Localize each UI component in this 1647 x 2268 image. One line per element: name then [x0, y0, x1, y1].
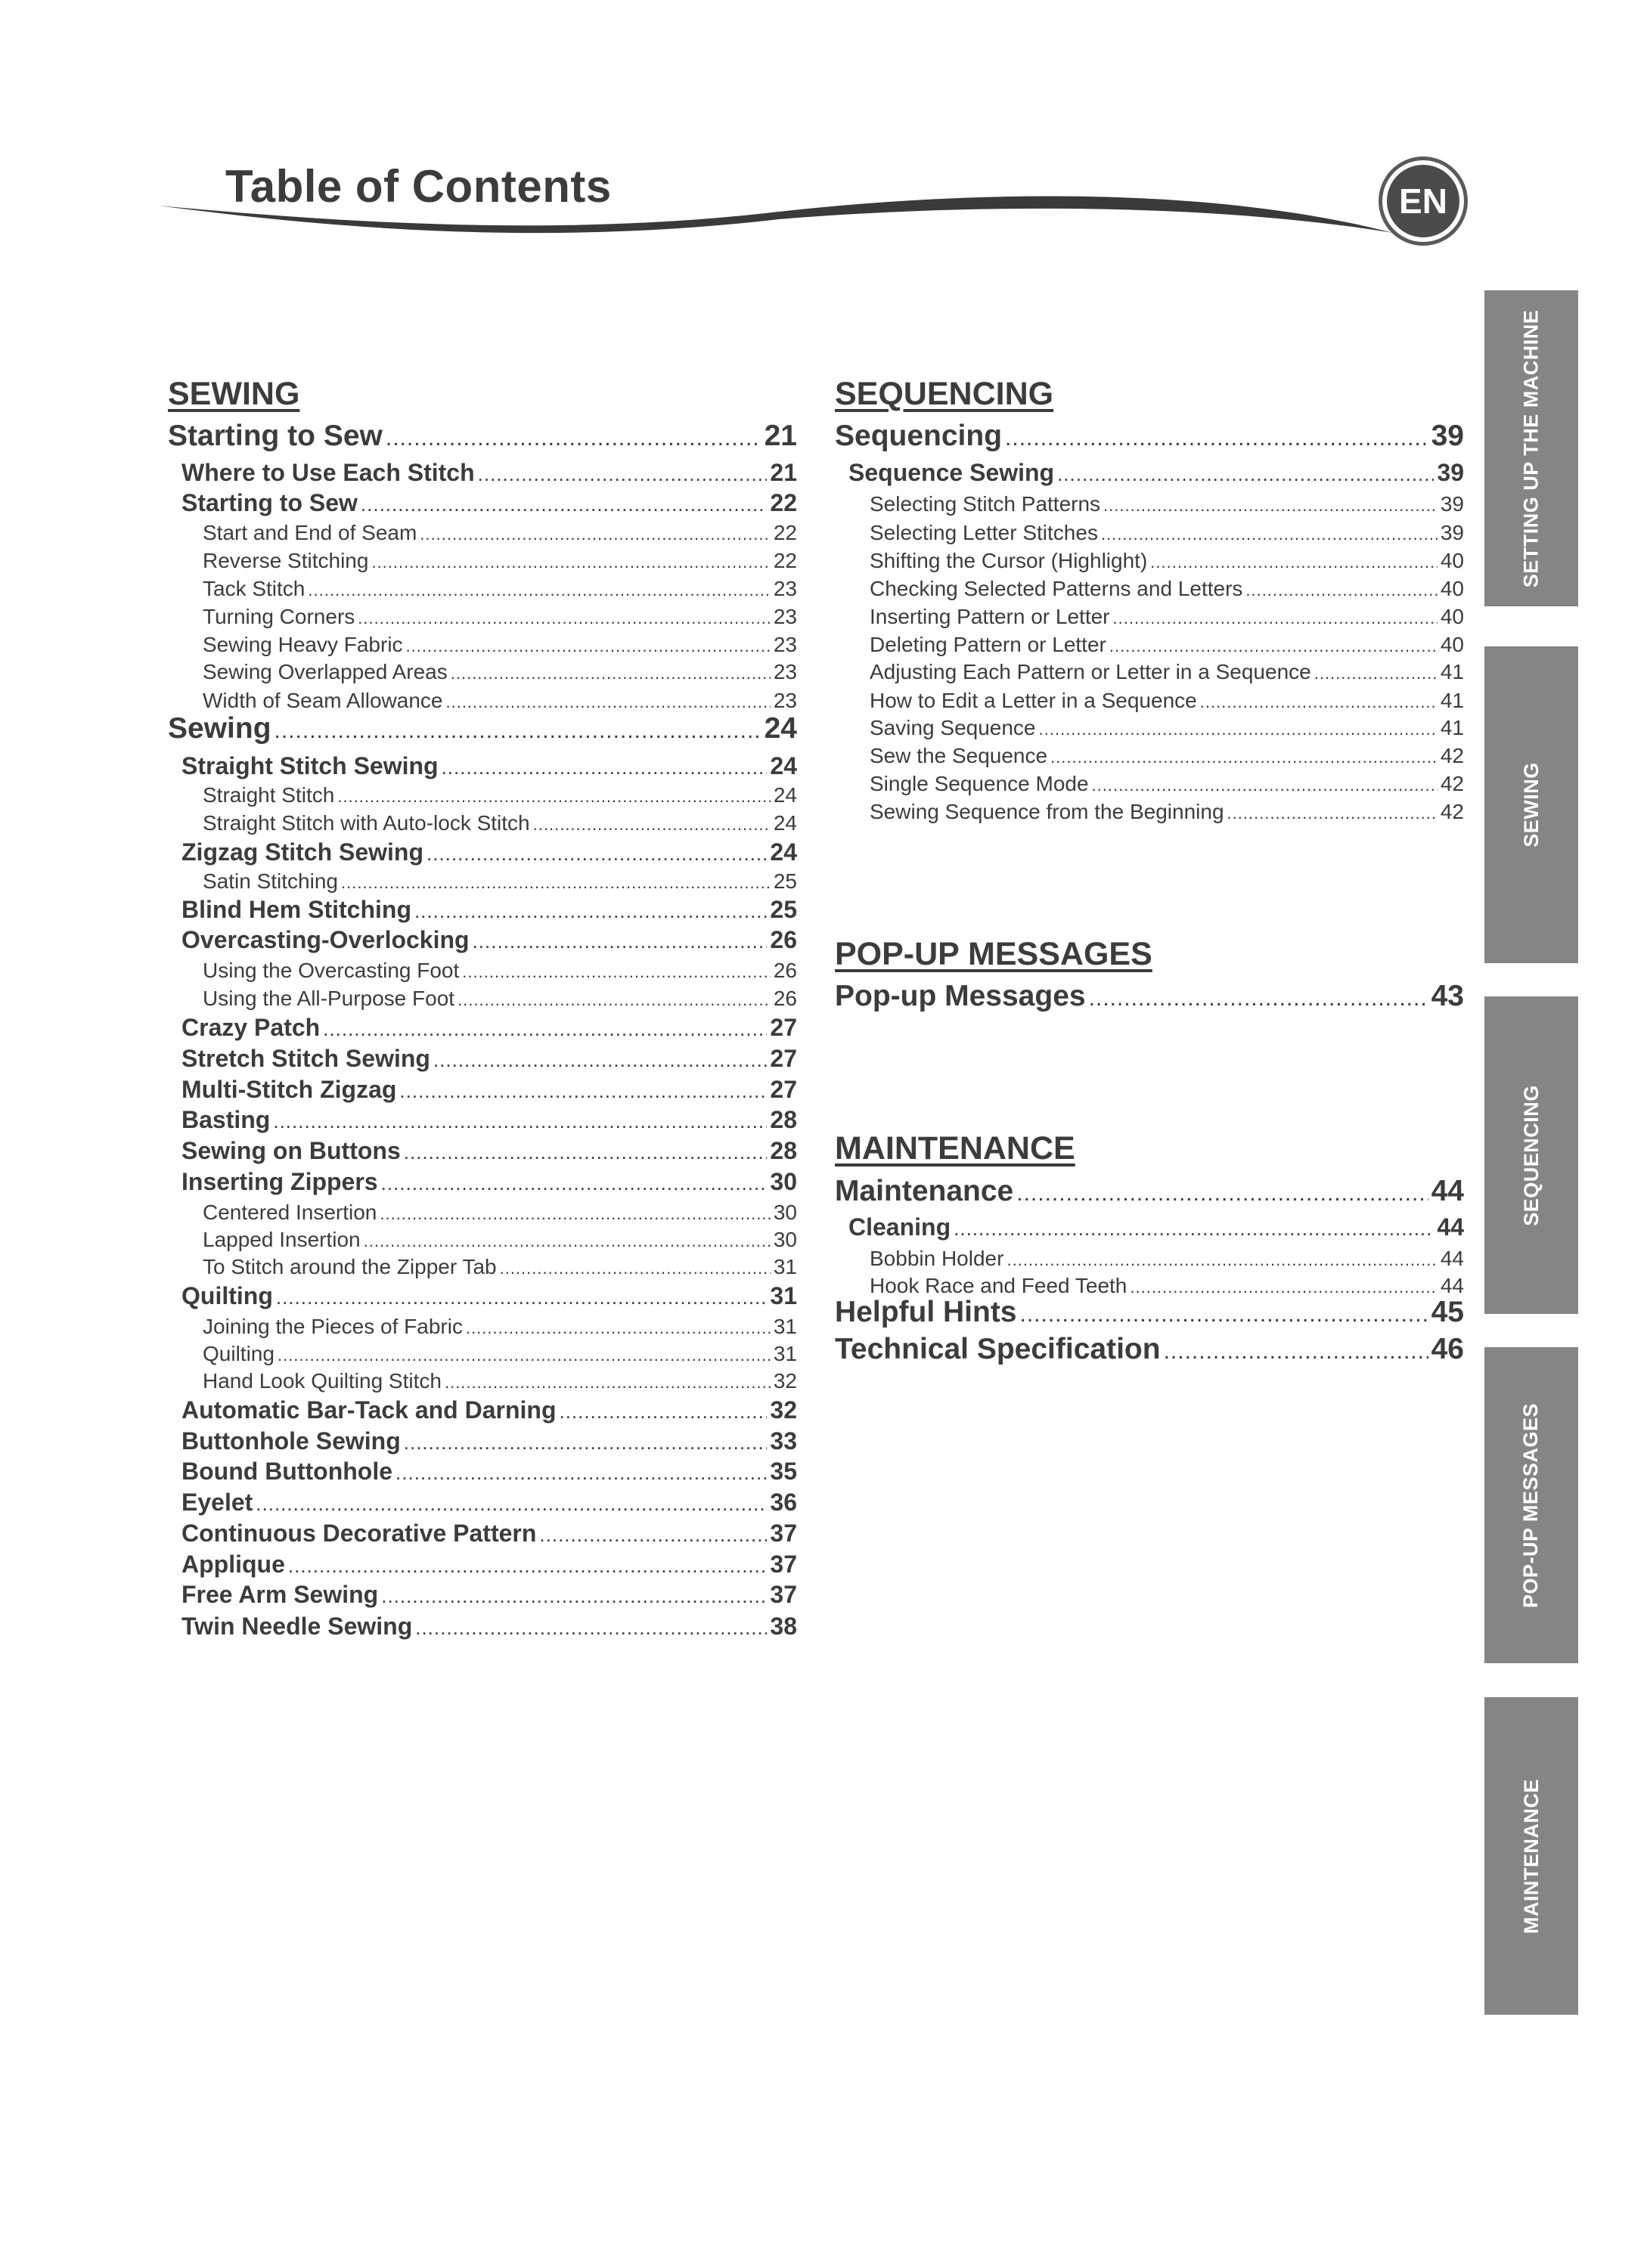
- toc-entry-title: Cleaning: [848, 1213, 951, 1241]
- toc-entry-title: Quilting: [203, 1342, 274, 1365]
- toc-entry-automatic-bar-tack-and-darning[interactable]: [181, 1396, 797, 1424]
- toc-entry-quilting[interactable]: [203, 1342, 797, 1366]
- toc-entry-title: Selecting Stitch Patterns: [870, 492, 1101, 516]
- dot-leader: [404, 1431, 768, 1455]
- side-tab-sequencing[interactable]: [1484, 996, 1578, 1314]
- toc-entry-page: 30: [773, 1228, 797, 1251]
- toc-entry-title: Shifting the Cursor (Highlight): [870, 549, 1148, 572]
- toc-entry-title: Where to Use Each Stitch: [181, 459, 475, 486]
- toc-entry-hand-look-quilting-stitch[interactable]: [203, 1369, 797, 1393]
- toc-entry-title: Using the Overcasting Foot: [203, 959, 460, 982]
- toc-entry-checking-selected-patterns-and-letters[interactable]: [870, 577, 1464, 601]
- toc-entry-sewing-overlapped-areas[interactable]: [203, 660, 797, 684]
- toc-entry-cleaning[interactable]: [848, 1213, 1464, 1241]
- toc-entry-title: Inserting Zippers: [181, 1168, 378, 1195]
- toc-entry-page: 41: [1440, 689, 1464, 712]
- toc-entry-single-sequence-mode[interactable]: [870, 772, 1464, 796]
- toc-entry-title: Overcasting-Overlocking: [181, 926, 470, 953]
- toc-entry-title: Helpful Hints: [835, 1296, 1017, 1328]
- toc-entry-title: Single Sequence Mode: [870, 772, 1089, 795]
- dot-leader: [337, 787, 771, 807]
- toc-entry-title: Sequence Sewing: [848, 459, 1055, 486]
- toc-entry-page: 45: [1431, 1296, 1464, 1328]
- dot-leader: [256, 1492, 767, 1516]
- toc-entry-title: Eyelet: [181, 1489, 253, 1516]
- toc-entry-straight-stitch-with-auto-lock-stitch[interactable]: [203, 811, 797, 835]
- toc-entry-title: Reverse Stitching: [203, 549, 369, 572]
- dot-leader: [404, 1141, 768, 1164]
- section-heading-sewing[interactable]: SEWING: [168, 376, 300, 412]
- dot-leader: [1164, 1339, 1428, 1365]
- toc-entry-reverse-stitching[interactable]: [203, 549, 797, 573]
- toc-entry-page: 46: [1431, 1333, 1464, 1365]
- toc-entry-page: 22: [773, 521, 797, 544]
- toc-entry-sewing-sequence-from-the-beginning[interactable]: [870, 800, 1464, 824]
- dot-leader: [361, 493, 768, 516]
- toc-entry-page: 24: [764, 712, 797, 745]
- toc-entry-page: 36: [770, 1489, 797, 1516]
- toc-entry-page: 44: [1431, 1175, 1464, 1207]
- dot-leader: [462, 962, 771, 982]
- dot-leader: [1089, 986, 1428, 1012]
- toc-entry-basting[interactable]: [181, 1106, 797, 1134]
- toc-entry-title: Pop-up Messages: [835, 980, 1086, 1012]
- dot-leader: [308, 581, 770, 600]
- dot-leader: [274, 718, 761, 744]
- toc-entry-page: 21: [764, 420, 797, 452]
- dot-leader: [1130, 1278, 1437, 1297]
- toc-entry-title: Multi-Stitch Zigzag: [181, 1076, 397, 1103]
- toc-entry-page: 31: [773, 1315, 797, 1338]
- toc-entry-title: Inserting Pattern or Letter: [870, 605, 1110, 628]
- toc-entry-starting-to-sew[interactable]: [181, 489, 797, 517]
- toc-entry-title: Free Arm Sewing: [181, 1581, 379, 1608]
- toc-entry-using-the-overcasting-foot[interactable]: [203, 959, 797, 983]
- toc-entry-where-to-use-each-stitch[interactable]: [181, 459, 797, 487]
- toc-entry-page: 39: [1431, 420, 1464, 452]
- toc-entry-title: Sequencing: [835, 420, 1003, 452]
- dot-leader: [500, 1259, 771, 1278]
- toc-entry-page: 32: [770, 1396, 797, 1424]
- side-tab-sewing[interactable]: [1484, 646, 1578, 963]
- page-title: Table of Contents: [225, 161, 612, 212]
- toc-entry-inserting-pattern-or-letter[interactable]: [870, 605, 1464, 629]
- toc-entry-zigzag-stitch-sewing[interactable]: [181, 838, 797, 866]
- side-tab-label: POP-UP MESSAGES: [1519, 1402, 1543, 1608]
- toc-entry-continuous-decorative-pattern[interactable]: [181, 1520, 797, 1548]
- side-tab-label: SEWING: [1519, 762, 1543, 847]
- toc-entry-crazy-patch[interactable]: [181, 1014, 797, 1042]
- toc-entry-bound-buttonhole[interactable]: [181, 1458, 797, 1486]
- dot-leader: [1016, 1181, 1428, 1207]
- toc-entry-page: 31: [773, 1342, 797, 1365]
- toc-entry-title: Starting to Sew: [168, 420, 383, 452]
- dot-leader: [1092, 776, 1438, 795]
- toc-entry-page: 30: [773, 1201, 797, 1224]
- toc-entry-page: 25: [773, 869, 797, 893]
- dot-leader: [381, 1172, 768, 1195]
- dot-leader: [1109, 637, 1438, 656]
- side-tab-pop-up-messages[interactable]: [1484, 1347, 1578, 1663]
- toc-entry-title: Deleting Pattern or Letter: [870, 633, 1106, 656]
- toc-entry-applique[interactable]: [181, 1551, 797, 1579]
- toc-entry-title: Straight Stitch Sewing: [181, 752, 439, 779]
- dot-leader: [426, 842, 767, 866]
- toc-entry-page: 42: [1440, 800, 1464, 823]
- section-heading-sequencing[interactable]: SEQUENCING: [835, 376, 1054, 412]
- dot-leader: [288, 1554, 768, 1578]
- toc-entry-page: 23: [773, 689, 797, 712]
- toc-entry-buttonhole-sewing[interactable]: [181, 1427, 797, 1455]
- toc-entry-page: 22: [773, 549, 797, 572]
- dot-leader: [386, 426, 761, 451]
- dot-leader: [1245, 581, 1437, 600]
- side-tab-label: MAINTENANCE: [1519, 1778, 1543, 1934]
- toc-entry-page: 26: [773, 987, 797, 1010]
- dot-leader: [478, 463, 768, 486]
- dot-leader: [364, 1232, 771, 1251]
- toc-entry-straight-stitch-sewing[interactable]: [181, 752, 797, 780]
- dot-leader: [381, 1585, 767, 1608]
- toc-entry-width-of-seam-allowance[interactable]: [203, 689, 797, 713]
- side-tab-setting-up-the-machine[interactable]: [1484, 290, 1578, 606]
- toc-entry-sequence-sewing[interactable]: [848, 459, 1464, 487]
- dot-leader: [954, 1217, 1434, 1241]
- dot-leader: [446, 692, 771, 712]
- toc-entry-lapped-insertion[interactable]: [203, 1228, 797, 1252]
- toc-entry-page: 38: [770, 1613, 797, 1640]
- language-badge: EN: [1382, 160, 1464, 242]
- toc-entry-page: 44: [1437, 1213, 1464, 1241]
- side-tab-label: SEQUENCING: [1519, 1084, 1543, 1226]
- toc-entry-page: 26: [770, 926, 797, 953]
- dot-leader: [395, 1461, 767, 1485]
- toc-entry-page: 37: [770, 1581, 797, 1608]
- toc-entry-selecting-stitch-patterns[interactable]: [870, 492, 1464, 516]
- toc-entry-title: To Stitch around the Zipper Tab: [203, 1255, 497, 1278]
- toc-entry-page: 33: [770, 1427, 797, 1455]
- dot-leader: [1006, 1250, 1437, 1270]
- dot-leader: [445, 1373, 771, 1393]
- toc-entry-title: Sewing on Buttons: [181, 1137, 401, 1164]
- toc-entry-page: 31: [770, 1282, 797, 1309]
- toc-entry-page: 23: [773, 605, 797, 628]
- page-header: [0, 0, 1647, 272]
- section-heading-pop-up-messages[interactable]: POP-UP MESSAGES: [835, 936, 1152, 972]
- toc-entry-title: Width of Seam Allowance: [203, 689, 443, 712]
- toc-entry-page: 41: [1440, 716, 1464, 739]
- toc-entry-overcasting-overlocking[interactable]: [181, 926, 797, 954]
- dot-leader: [539, 1523, 767, 1547]
- toc-entry-title: Straight Stitch with Auto-lock Stitch: [203, 811, 530, 835]
- toc-entry-title: Hook Race and Feed Teeth: [870, 1274, 1127, 1297]
- toc-entry-title: Straight Stitch: [203, 783, 335, 807]
- toc-entry-page: 32: [773, 1369, 797, 1393]
- toc-entry-page: 22: [770, 489, 797, 516]
- dot-leader: [1020, 1302, 1428, 1328]
- toc-entry-page: 39: [1440, 492, 1464, 516]
- dot-leader: [414, 900, 767, 923]
- toc-entry-page: 42: [1440, 772, 1464, 795]
- toc-entry-title: Saving Sequence: [870, 716, 1036, 739]
- toc-entry-saving-sequence[interactable]: [870, 716, 1464, 740]
- toc-entry-title: Basting: [181, 1106, 271, 1133]
- dot-leader: [358, 609, 771, 628]
- toc-entry-title: Stretch Stitch Sewing: [181, 1045, 430, 1072]
- toc-entry-title: Tack Stitch: [203, 577, 306, 600]
- toc-entry-title: Checking Selected Patterns and Letters: [870, 577, 1243, 600]
- toc-entry-page: 37: [770, 1551, 797, 1578]
- toc-entry-title: Twin Needle Sewing: [181, 1613, 413, 1640]
- dot-leader: [1050, 748, 1438, 767]
- toc-entry-title: Sewing Overlapped Areas: [203, 660, 448, 683]
- toc-entry-straight-stitch[interactable]: [203, 783, 797, 807]
- toc-entry-page: 30: [770, 1168, 797, 1195]
- dot-leader: [533, 815, 771, 835]
- toc-entry-title: Lapped Insertion: [203, 1228, 361, 1251]
- toc-entry-title: Starting to Sew: [181, 489, 358, 516]
- dot-leader: [1150, 553, 1438, 572]
- toc-entry-title: Sew the Sequence: [870, 744, 1048, 767]
- dot-leader: [1227, 804, 1438, 823]
- toc-entry-multi-stitch-zigzag[interactable]: [181, 1076, 797, 1104]
- toc-entry-page: 21: [770, 459, 797, 486]
- dot-leader: [458, 990, 771, 1010]
- dot-leader: [1101, 525, 1438, 544]
- dot-leader: [451, 664, 771, 683]
- toc-entry-page: 42: [1440, 744, 1464, 767]
- toc-entry-title: Adjusting Each Pattern or Letter in a Sequence: [870, 660, 1311, 683]
- toc-entry-technical-specification[interactable]: [835, 1333, 1464, 1366]
- toc-entry-page: 40: [1440, 577, 1464, 600]
- toc-entry-page: 24: [770, 752, 797, 779]
- toc-entry-how-to-edit-a-letter-in-a-sequence[interactable]: [870, 689, 1464, 713]
- dot-leader: [341, 873, 771, 893]
- toc-entry-title: Bobbin Holder: [870, 1247, 1004, 1270]
- toc-entry-title: Zigzag Stitch Sewing: [181, 838, 424, 866]
- toc-entry-title: Crazy Patch: [181, 1014, 321, 1041]
- side-tab-label: SETTING UP THE MACHINE: [1519, 309, 1543, 587]
- toc-entry-title: Blind Hem Stitching: [181, 896, 411, 923]
- toc-entry-selecting-letter-stitches[interactable]: [870, 521, 1464, 545]
- dot-leader: [1039, 720, 1438, 739]
- toc-entry-blind-hem-stitching[interactable]: [181, 896, 797, 924]
- toc-entry-page: 44: [1440, 1274, 1464, 1297]
- dot-leader: [380, 1204, 770, 1224]
- dot-leader: [371, 553, 770, 572]
- toc-entry-start-and-end-of-seam[interactable]: [203, 521, 797, 545]
- toc-entry-page: 43: [1431, 980, 1464, 1012]
- toc-entry-tack-stitch[interactable]: [203, 577, 797, 601]
- toc-entry-page: 28: [770, 1137, 797, 1164]
- toc-entry-centered-insertion[interactable]: [203, 1201, 797, 1225]
- toc-entry-page: 39: [1437, 459, 1464, 486]
- toc-entry-sequencing[interactable]: [835, 420, 1464, 453]
- toc-entry-title: Turning Corners: [203, 605, 355, 628]
- toc-entry-page: 31: [773, 1255, 797, 1278]
- toc-entry-page: 23: [773, 633, 797, 656]
- header-swoosh: [159, 174, 1399, 249]
- toc-entry-page: 23: [773, 577, 797, 600]
- side-tab-maintenance[interactable]: [1484, 1697, 1578, 2015]
- toc-entry-page: 26: [773, 959, 797, 982]
- toc-entry-pop-up-messages[interactable]: [835, 980, 1464, 1013]
- toc-entry-shifting-the-cursor-highlight[interactable]: [870, 549, 1464, 573]
- toc-entry-title: Sewing Sequence from the Beginning: [870, 800, 1224, 823]
- dot-leader: [420, 525, 771, 544]
- section-heading-maintenance[interactable]: MAINTENANCE: [835, 1130, 1075, 1167]
- toc-entry-sew-the-sequence[interactable]: [870, 744, 1464, 768]
- dot-leader: [473, 930, 768, 953]
- toc-entry-title: Satin Stitching: [203, 869, 338, 893]
- toc-entry-turning-corners[interactable]: [203, 605, 797, 629]
- toc-entry-title: Maintenance: [835, 1175, 1014, 1207]
- toc-entry-title: Bound Buttonhole: [181, 1458, 393, 1485]
- toc-entry-page: 24: [770, 838, 797, 866]
- toc-entry-page: 39: [1440, 521, 1464, 544]
- toc-entry-page: 27: [770, 1076, 797, 1103]
- dot-leader: [1005, 426, 1428, 451]
- dot-leader: [278, 1346, 771, 1365]
- toc-entry-title: Using the All-Purpose Foot: [203, 987, 455, 1010]
- toc-entry-title: Quilting: [181, 1282, 273, 1309]
- dot-leader: [442, 756, 768, 779]
- dot-leader: [276, 1286, 768, 1309]
- toc-entry-free-arm-sewing[interactable]: [181, 1581, 797, 1609]
- toc-entry-title: Sewing: [168, 712, 271, 745]
- dot-leader: [433, 1049, 767, 1072]
- toc-entry-joining-the-pieces-of-fabric[interactable]: [203, 1315, 797, 1339]
- toc-entry-title: Centered Insertion: [203, 1201, 377, 1224]
- dot-leader: [399, 1080, 767, 1103]
- toc-entry-to-stitch-around-the-zipper-tab[interactable]: [203, 1255, 797, 1279]
- toc-entry-title: Sewing Heavy Fabric: [203, 633, 403, 656]
- toc-entry-sewing[interactable]: [168, 712, 797, 745]
- toc-entry-eyelet[interactable]: [181, 1489, 797, 1517]
- toc-entry-page: 24: [773, 783, 797, 807]
- toc-entry-page: 27: [770, 1045, 797, 1072]
- toc-entry-inserting-zippers[interactable]: [181, 1168, 797, 1196]
- toc-entry-sewing-on-buttons[interactable]: [181, 1137, 797, 1165]
- dot-leader: [1057, 463, 1434, 486]
- dot-leader: [1103, 496, 1438, 516]
- toc-entry-page: 35: [770, 1458, 797, 1485]
- toc-entry-adjusting-each-pattern-or-letter-in-a-sequence[interactable]: [870, 660, 1464, 684]
- toc-entry-helpful-hints[interactable]: [835, 1296, 1464, 1329]
- toc-entry-title: Technical Specification: [835, 1333, 1161, 1365]
- toc-entry-deleting-pattern-or-letter[interactable]: [870, 633, 1464, 657]
- toc-entry-using-the-all-purpose-foot[interactable]: [203, 987, 797, 1011]
- toc-entry-page: 44: [1440, 1247, 1464, 1270]
- dot-leader: [466, 1318, 771, 1338]
- toc-entry-page: 23: [773, 660, 797, 683]
- toc-entry-page: 40: [1440, 549, 1464, 572]
- dot-leader: [1314, 664, 1438, 683]
- toc-entry-title: Continuous Decorative Pattern: [181, 1520, 537, 1547]
- dot-leader: [559, 1400, 767, 1424]
- toc-entry-title: Buttonhole Sewing: [181, 1427, 401, 1455]
- toc-entry-quilting[interactable]: [181, 1282, 797, 1310]
- dot-leader: [1200, 692, 1438, 712]
- dot-leader: [323, 1018, 767, 1041]
- toc-entry-sewing-heavy-fabric[interactable]: [203, 633, 797, 657]
- toc-entry-stretch-stitch-sewing[interactable]: [181, 1045, 797, 1073]
- toc-entry-page: 40: [1440, 605, 1464, 628]
- toc-entry-page: 24: [773, 811, 797, 835]
- dot-leader: [415, 1616, 767, 1640]
- toc-entry-page: 27: [770, 1014, 797, 1041]
- toc-entry-hook-race-and-feed-teeth[interactable]: [870, 1274, 1464, 1298]
- toc-entry-page: 25: [770, 896, 797, 923]
- toc-entry-title: How to Edit a Letter in a Sequence: [870, 689, 1197, 712]
- toc-entry-page: 28: [770, 1106, 797, 1133]
- toc-entry-title: Automatic Bar-Tack and Darning: [181, 1396, 557, 1424]
- toc-entry-twin-needle-sewing[interactable]: [181, 1613, 797, 1641]
- toc-entry-starting-to-sew[interactable]: [168, 420, 797, 453]
- dot-leader: [1113, 609, 1438, 628]
- toc-entry-title: Applique: [181, 1551, 285, 1578]
- toc-entry-title: Start and End of Seam: [203, 521, 417, 544]
- toc-entry-page: 41: [1440, 660, 1464, 683]
- dot-leader: [273, 1110, 767, 1133]
- toc-entry-title: Selecting Letter Stitches: [870, 521, 1098, 544]
- dot-leader: [406, 637, 771, 656]
- toc-entry-page: 40: [1440, 633, 1464, 656]
- toc-entry-page: 37: [770, 1520, 797, 1547]
- toc-entry-maintenance[interactable]: [835, 1175, 1464, 1208]
- toc-entry-title: Hand Look Quilting Stitch: [203, 1369, 442, 1393]
- toc-entry-bobbin-holder[interactable]: [870, 1247, 1464, 1271]
- toc-entry-satin-stitching[interactable]: [203, 869, 797, 894]
- toc-entry-title: Joining the Pieces of Fabric: [203, 1315, 463, 1338]
